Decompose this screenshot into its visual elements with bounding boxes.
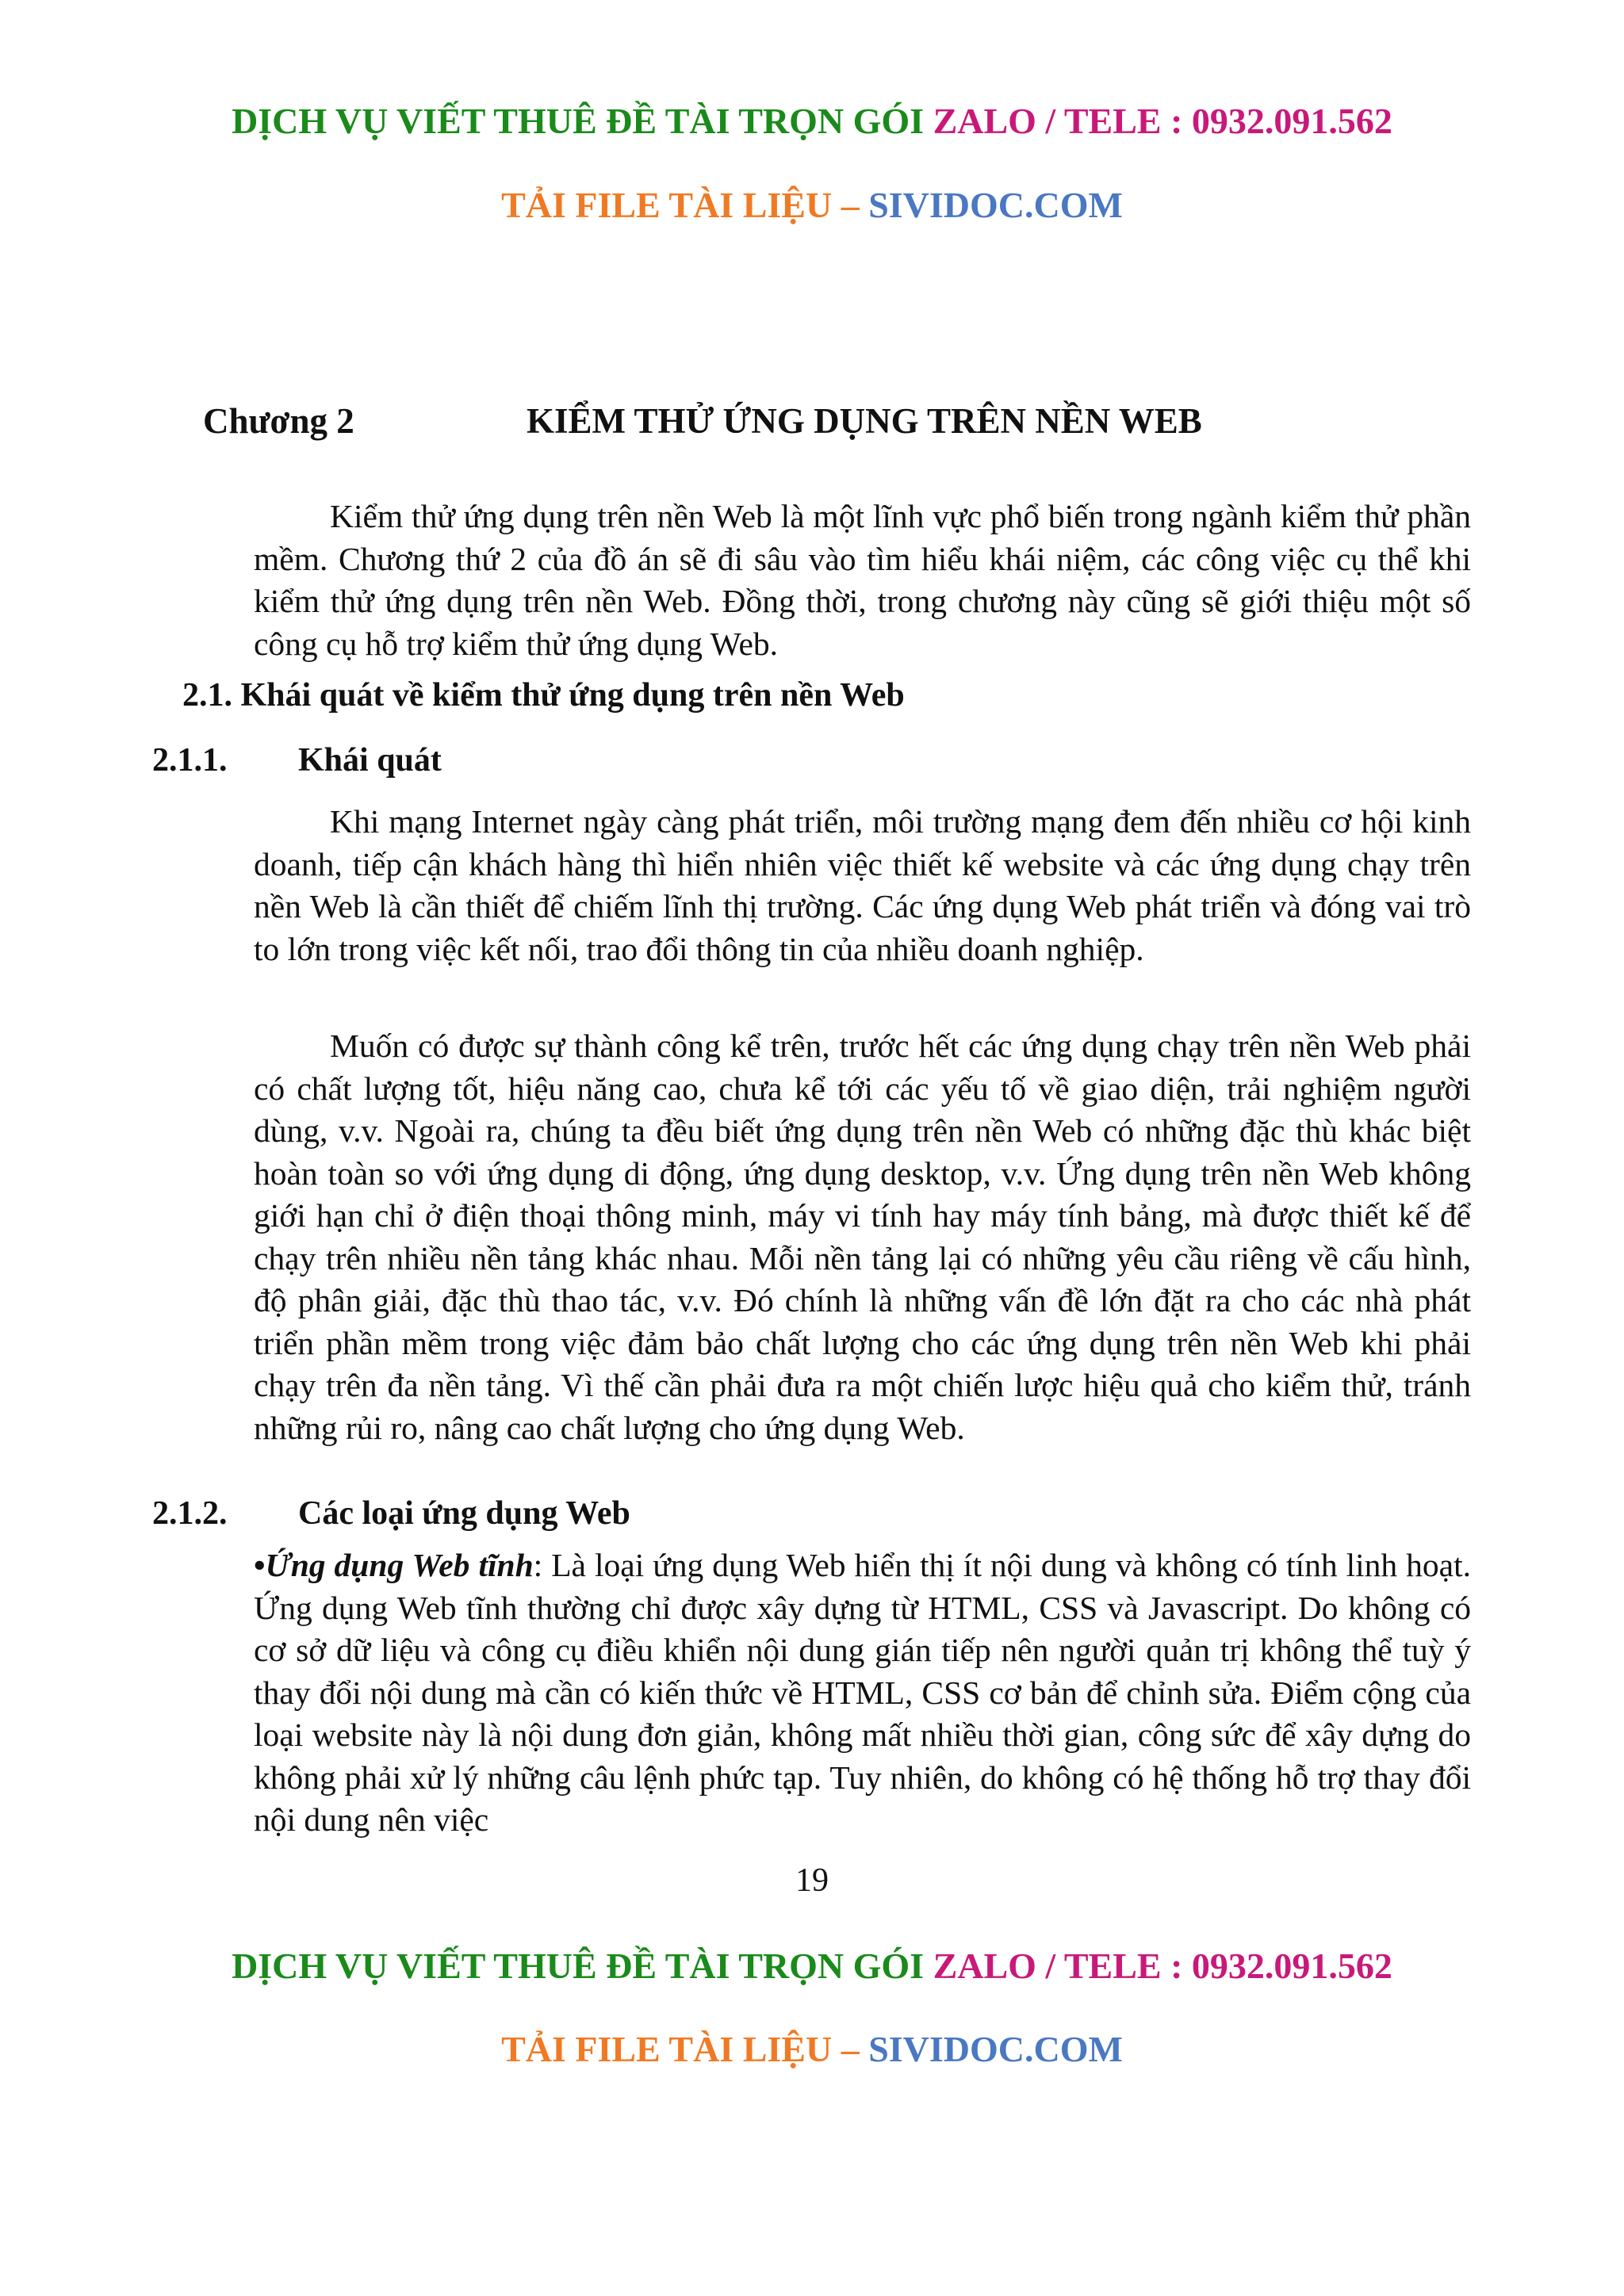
section-heading-2-1-1 [152, 741, 442, 779]
download-text: TẢI FILE TÀI LIỆU [501, 2029, 833, 2069]
header-service-banner [0, 100, 1624, 142]
service-text: DỊCH VỤ VIẾT THUÊ ĐỀ TÀI TRỌN GÓI [232, 1946, 925, 1986]
section-heading-2-1: 2.1. Khái quát về kiểm thử ứng dụng trên nền Web [182, 677, 905, 714]
footer-download-banner [0, 2028, 1624, 2070]
contact-text: ZALO / TELE : 0932.091.562 [933, 1946, 1392, 1986]
chapter-label: Chương 2 [203, 401, 354, 441]
download-text: TẢI FILE TÀI LIỆU [501, 185, 833, 225]
chapter-title: KIỂM THỬ ỨNG DỤNG TRÊN NỀN WEB [527, 401, 1202, 441]
contact-text: ZALO / TELE : 0932.091.562 [933, 101, 1392, 141]
section-number: 2.1.1. [152, 742, 228, 779]
section-heading-2-1-2 [152, 1494, 630, 1533]
site-link[interactable]: SIVIDOC.COM [868, 185, 1123, 225]
page-number: 19 [795, 1862, 829, 1899]
header-download-banner [0, 184, 1624, 226]
download-separator: – [841, 185, 860, 225]
footer-service-banner [0, 1945, 1624, 1987]
bullet-static-web-app [254, 1544, 1471, 1842]
section-title: Khái quát [298, 742, 442, 779]
paragraph-overview-1: Khi mạng Internet ngày càng phát triển, môi trường mạng đem đến nhiều cơ hội kinh doanh, tiếp cận khách hàng thì hiển nhiên việc thiết kế website và các ứng dụng chạy trên nền Web là cần thiết để chiếm lĩnh thị trường. Các ứng dụng Web phát triển và đóng vai trò to lớn trong việc kết nối, trao đổi thông tin của nhiều doanh nghiệp. [254, 803, 1471, 967]
section-number: 2.1.2. [152, 1495, 228, 1532]
chapter-intro-paragraph: Kiểm thử ứng dụng trên nền Web là một lĩnh vực phổ biến trong ngành kiểm thử phần mềm. Chương thứ 2 của đồ án sẽ đi sâu vào tìm hiểu khái niệm, các công việc cụ thể khi kiểm thử ứng dụng trên nền Web. Đồng thời, trong chương này cũng sẽ giới thiệu một số công cụ hỗ trợ kiểm thử ứng dụng Web. [254, 498, 1471, 662]
bullet-term: Ứng dụng Web tĩnh [265, 1547, 534, 1583]
service-text: DỊCH VỤ VIẾT THUÊ ĐỀ TÀI TRỌN GÓI [232, 101, 925, 141]
site-link[interactable]: SIVIDOC.COM [868, 2029, 1123, 2069]
bullet-text: : Là loại ứng dụng Web hiển thị ít nội dung và không có tính linh hoạt. Ứng dụng Web tĩnh thường chỉ được xây dựng từ HTML, CSS và Javascript. Do không có cơ sở dữ liệu và công cụ điều khiển nội dung gián tiếp nên người quản trị không thể tuỳ ý thay đổi nội dung mà cần có kiến thức về HTML, CSS cơ bản để chỉnh sửa. Điểm cộng của loại website này là nội dung đơn giản, không mất nhiều thời gian, công sức để xây dựng do không phải xử lý những câu lệnh phức tạp. Tuy nhiên, do không có hệ thống hỗ trợ thay đổi nội dung nên việc [254, 1547, 1471, 1838]
bullet-icon: • [254, 1547, 266, 1583]
section-title: Các loại ứng dụng Web [298, 1495, 630, 1532]
download-separator: – [841, 2029, 860, 2069]
paragraph-overview-2: Muốn có được sự thành công kể trên, trước hết các ứng dụng chạy trên nền Web phải có chất lượng tốt, hiệu năng cao, chưa kể tới các yếu tố về giao diện, trải nghiệm người dùng, v.v. Ngoài ra, chúng ta đều biết ứng dụng trên nền Web có những đặc thù khác biệt hoàn toàn so với ứng dụng di động, ứng dụng desktop, v.v. Ứng dụng trên nền Web không giới hạn chỉ ở điện thoại thông minh, máy vi tính hay máy tính bảng, mà được thiết kế để chạy trên nhiều nền tảng khác nhau. Mỗi nền tảng lại có những yêu cầu riêng về cấu hình, độ phân giải, đặc thù thao tác, v.v. Đó chính là những vấn đề lớn đặt ra cho các nhà phát triển phần mềm trong việc đảm bảo chất lượng cho các ứng dụng trên nền Web khi phải chạy trên đa nền tảng. Vì thế cần phải đưa ra một chiến lược hiệu quả cho kiểm thử, tránh những rủi ro, nâng cao chất lượng cho ứng dụng Web. [254, 1027, 1471, 1446]
